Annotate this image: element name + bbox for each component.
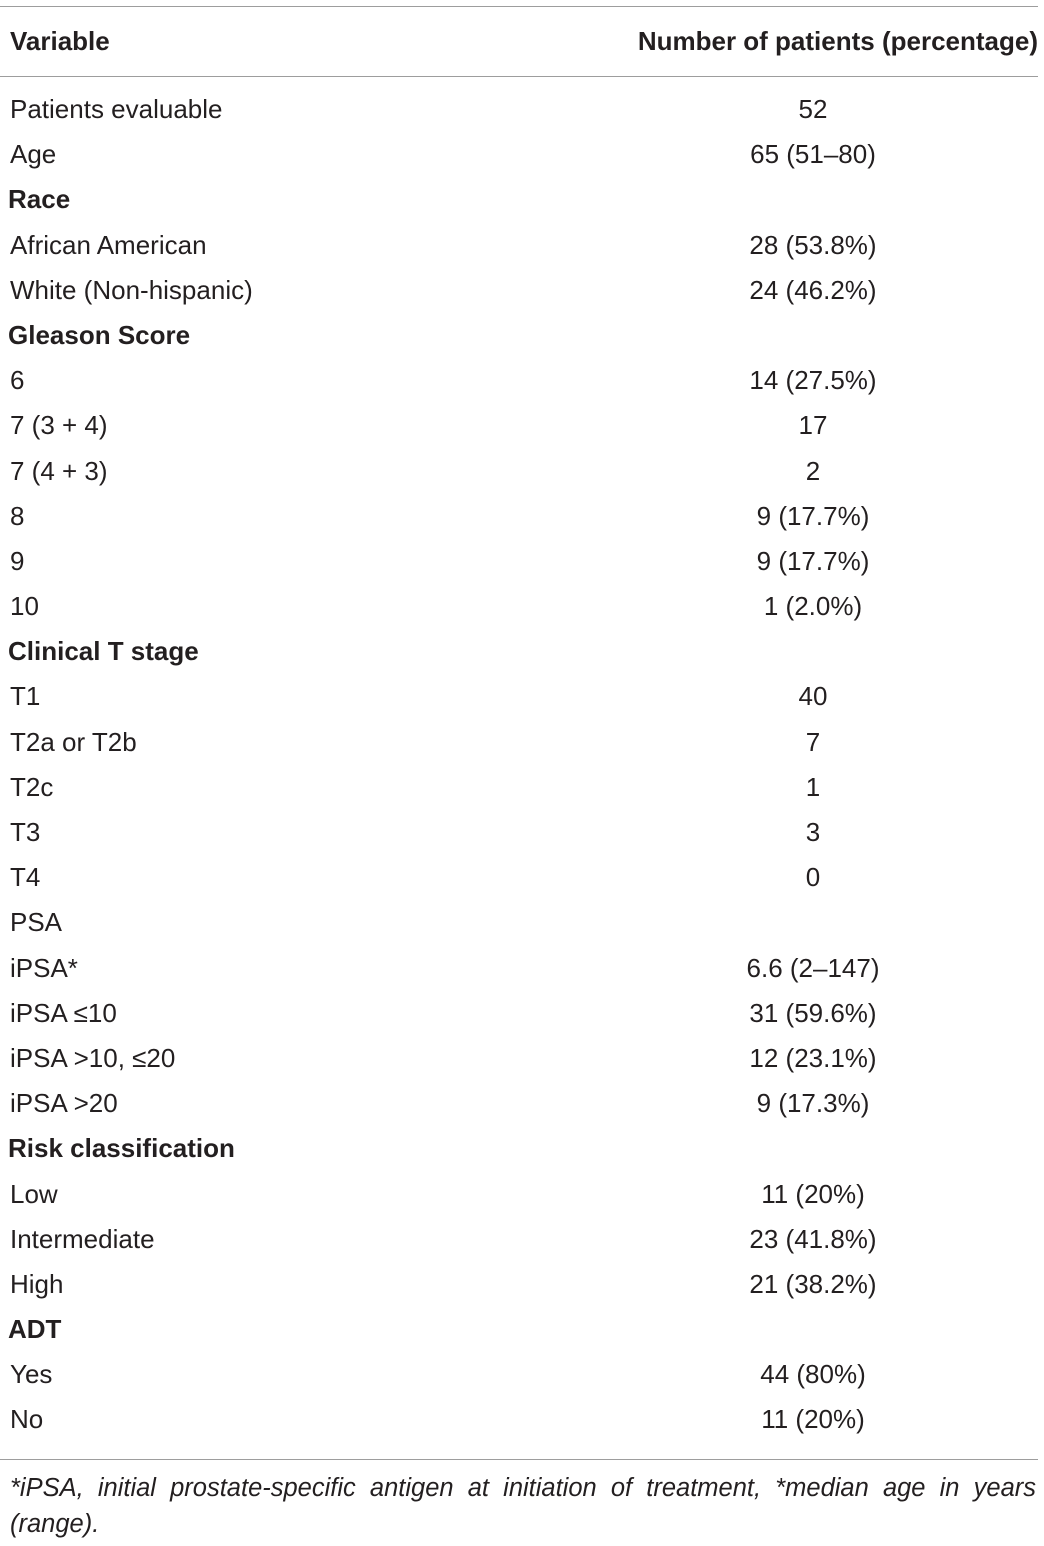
header-number-of-patients: Number of patients (percentage) — [637, 26, 1038, 56]
section-row — [0, 630, 1038, 675]
row-label: T2a or T2b — [10, 726, 137, 757]
section-label: Gleason Score — [8, 319, 191, 350]
row-label: T1 — [10, 681, 41, 712]
table-row — [0, 269, 1038, 314]
section-row — [0, 178, 1038, 223]
row-value: 3 — [805, 817, 821, 847]
row-value: 9 (17.7%) — [756, 500, 870, 531]
section-label: Clinical T stage — [8, 636, 199, 667]
row-value: 14 (27.5%) — [749, 365, 877, 396]
table-row — [0, 224, 1038, 269]
table-row — [0, 495, 1038, 540]
table-row — [0, 1263, 1038, 1308]
row-value: 0 — [805, 862, 821, 893]
row-label: iPSA ≤10 — [10, 997, 117, 1028]
table-row — [0, 450, 1038, 495]
table-row — [0, 675, 1038, 720]
row-label: Intermediate — [10, 1223, 155, 1254]
row-value: 2 — [805, 455, 821, 486]
table-body — [0, 88, 1038, 1444]
section-label: Race — [8, 184, 71, 215]
row-label: High — [10, 1268, 64, 1299]
row-label: 7 (3 + 4) — [10, 410, 108, 441]
row-value: 44 (80%) — [760, 1359, 866, 1390]
table-row — [0, 811, 1038, 856]
row-label: Patients evaluable — [10, 94, 223, 124]
row-value: 6.6 (2–147) — [746, 952, 880, 983]
table-row — [0, 947, 1038, 992]
table-row — [0, 721, 1038, 766]
section-row — [0, 314, 1038, 359]
row-label: iPSA* — [10, 952, 78, 983]
row-value: 1 — [805, 771, 821, 802]
table-header-rule — [0, 76, 1038, 77]
table-row — [0, 992, 1038, 1037]
table-row — [0, 1173, 1038, 1218]
table-row — [0, 1037, 1038, 1082]
section-row — [0, 1127, 1038, 1172]
row-value: 9 (17.7%) — [756, 545, 870, 576]
row-label: Yes — [10, 1359, 53, 1390]
table-row — [0, 88, 1038, 133]
row-value: 17 — [798, 410, 828, 441]
row-label: 9 — [10, 545, 25, 576]
row-label: 10 — [10, 591, 39, 622]
row-value: 11 (20%) — [761, 1404, 865, 1435]
table-row — [0, 133, 1038, 178]
row-label: 6 — [10, 365, 25, 396]
row-value: 12 (23.1%) — [749, 1042, 877, 1073]
row-label: T2c — [10, 771, 54, 802]
row-value: 28 (53.8%) — [749, 229, 877, 260]
table-row — [0, 1218, 1038, 1263]
row-label: iPSA >10, ≤20 — [10, 1042, 176, 1073]
table-bottom-rule — [0, 1459, 1038, 1460]
table-row — [0, 404, 1038, 449]
row-label: Age — [10, 139, 57, 170]
row-label: African American — [10, 229, 207, 260]
row-value: 23 (41.8%) — [749, 1223, 877, 1254]
row-label: Low — [10, 1178, 58, 1209]
row-value: 24 (46.2%) — [749, 274, 877, 305]
table-header — [0, 6, 1038, 76]
table-row — [0, 585, 1038, 630]
table-footnote: *iPSA, initial prostate-specific antigen at initiation of treatment, *median age in years (range). — [10, 1474, 1036, 1538]
row-label: PSA — [10, 907, 63, 938]
table-row — [0, 901, 1038, 946]
row-label: No — [10, 1404, 44, 1435]
table-row — [0, 766, 1038, 811]
row-label: White (Non-hispanic) — [10, 274, 253, 305]
row-value: 31 (59.6%) — [749, 997, 877, 1028]
section-row — [0, 1308, 1038, 1353]
row-value: 7 — [805, 726, 821, 757]
row-value: 52 — [798, 94, 828, 124]
table-row — [0, 1353, 1038, 1398]
row-value: 40 — [798, 681, 828, 712]
row-value: 65 (51–80) — [750, 139, 876, 170]
row-value: 21 (38.2%) — [749, 1268, 877, 1299]
row-value: 9 (17.3%) — [756, 1088, 870, 1119]
table-row — [0, 1082, 1038, 1127]
row-value: 11 (20%) — [761, 1178, 865, 1209]
row-label: 8 — [10, 500, 25, 531]
row-label: 7 (4 + 3) — [10, 455, 108, 486]
row-value: 1 (2.0%) — [763, 591, 863, 622]
table-row — [0, 540, 1038, 585]
row-label: iPSA >20 — [10, 1088, 118, 1119]
row-label: T4 — [10, 862, 41, 893]
table-row — [0, 856, 1038, 901]
section-label: Risk classification — [8, 1133, 235, 1164]
row-label: T3 — [10, 817, 41, 847]
section-label: ADT — [8, 1314, 62, 1345]
header-variable: Variable — [10, 26, 110, 56]
table-row — [0, 359, 1038, 404]
table-row — [0, 1398, 1038, 1443]
